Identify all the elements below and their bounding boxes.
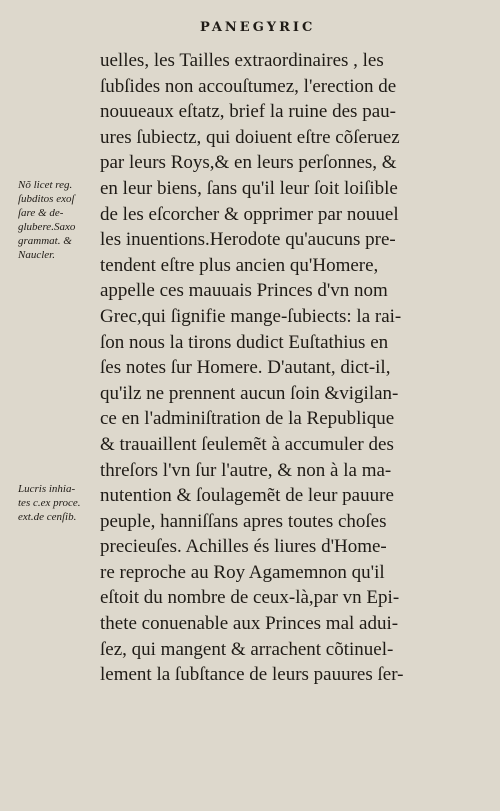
text-line: threſors l'vn ſur l'autre, & non à la ma- xyxy=(100,459,392,481)
text-line: peuple, hanniſſans apres toutes choſes xyxy=(100,510,387,532)
margin-note-line: ſubditos exoſ xyxy=(18,193,75,205)
text-line: re reproche au Roy Agamemnon qu'il xyxy=(100,561,385,583)
text-line: & trauaillent ſeulemẽt à accumuler des xyxy=(100,433,394,455)
margin-note-line: grammat. & xyxy=(18,235,72,247)
text-line: qu'ilz ne prennent aucun ſoin &vigilan- xyxy=(100,382,399,404)
text-line: ce en l'adminiſtration de la Republique xyxy=(100,408,395,430)
text-line: ſon nous la tirons dudict Euſtathius en xyxy=(100,331,389,353)
main-text-block xyxy=(100,48,460,688)
text-line: thete conuenable aux Princes mal adui- xyxy=(100,613,399,635)
text-line: de les eſcorcher & opprimer par nouuel xyxy=(100,203,399,225)
text-line: nutention & ſoulagemẽt de leur pauure xyxy=(100,485,394,507)
text-line: par leurs Roys,& en leurs perſonnes, & xyxy=(100,152,397,174)
margin-note-line: glubere.Saxo xyxy=(18,221,76,233)
margin-note-line: ſare & de- xyxy=(18,207,64,219)
margin-note-line: Nõ licet reg. xyxy=(18,179,73,191)
text-line: ures ſubiectz, qui doiuent eſtre cõſeruez xyxy=(100,126,400,148)
margin-note xyxy=(18,178,75,262)
text-line: uelles, les Tailles extraordinaires , les xyxy=(100,50,384,71)
text-line: appelle ces mauuais Princes d'vn nom xyxy=(100,280,388,302)
text-line: eſtoit du nombre de ceux-là,par vn Epi- xyxy=(100,587,400,609)
margin-note-line: ext.de cenſib. xyxy=(18,511,77,523)
text-line: ſez, qui mangent & arrachent cõtinuel- xyxy=(100,638,394,660)
text-line: ſubſides non accouſtumez, l'erection de xyxy=(100,75,397,97)
margin-note xyxy=(18,482,81,524)
text-line: en leur biens, ſans qu'il leur ſoit loiſible xyxy=(100,177,398,199)
margin-note-line: Lucris inhia- xyxy=(18,483,76,495)
text-line: lement la ſubſtance de leurs pauures ſer- xyxy=(100,664,404,686)
margin-note-line: tes c.ex proce. xyxy=(18,497,81,509)
text-line: ſes notes ſur Homere. D'autant, dict-il, xyxy=(100,357,391,379)
text-line: precieuſes. Achilles és liures d'Home- xyxy=(100,536,387,558)
text-line: les inuentions.Herodote qu'aucuns pre- xyxy=(100,229,396,251)
text-line: Grec,qui ſignifie mange-ſubiects: la rai- xyxy=(100,305,402,327)
text-line: tendent eſtre plus ancien qu'Homere, xyxy=(100,254,379,276)
margin-note-line: Naucler. xyxy=(18,249,55,261)
running-title: PANEGYRIC xyxy=(200,20,316,35)
text-line: nouueaux eſtatz, brief la ruine des pau- xyxy=(100,101,396,123)
